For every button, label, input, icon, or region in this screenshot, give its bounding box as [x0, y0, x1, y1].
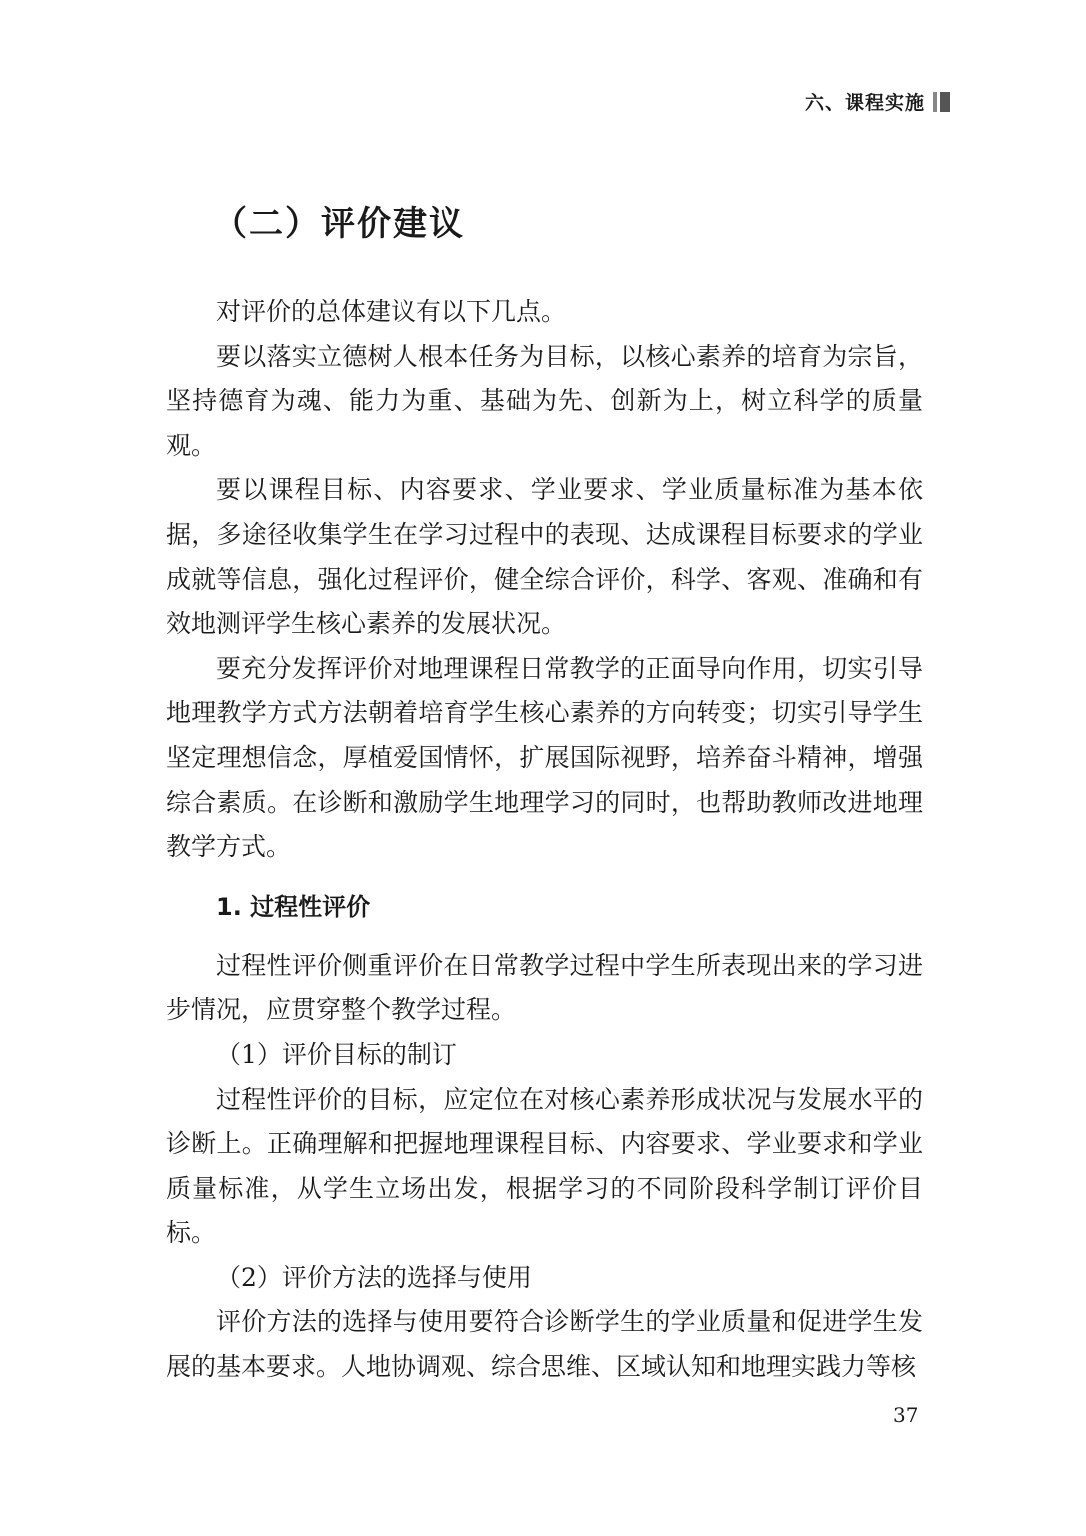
header-bar-mark — [933, 92, 950, 112]
page-number: 37 — [893, 1403, 919, 1427]
header-title: 六、课程实施 — [804, 92, 925, 114]
header-bar-thin — [933, 92, 937, 112]
header-bar-thick — [940, 92, 950, 112]
paragraph: 评价方法的选择与使用要符合诊断学生的学业质量和促进学生发展的基本要求。人地协调观、综合思维、区域认知和地理实践力等核 — [166, 1307, 923, 1382]
paragraph: 要充分发挥评价对地理课程日常教学的正面导向作用，切实引导地理教学方式方法朝着培育学生核心素养的方向转变；切实引导学生坚定理想信念，厚植爱国情怀，扩展国际视野，培养奋斗精神，增强综合素质。在诊断和激励学生地理学习的同时，也帮助教师改进地理教学方式。 — [166, 653, 923, 862]
list-heading: （2）评价方法的选择与使用 — [216, 1262, 532, 1292]
paragraph: 过程性评价侧重评价在日常教学过程中学生所表现出来的学习进步情况，应贯穿整个教学过程。 — [166, 950, 923, 1025]
section-title: （二）评价建议 — [213, 204, 465, 244]
paragraph: 过程性评价的目标，应定位在对核心素养形成状况与发展水平的诊断上。正确理解和把握地理课程目标、内容要求、学业要求和学业质量标准，从学生立场出发，根据学习的不同阶段科学制订评价目标。 — [166, 1084, 923, 1248]
body-text — [166, 290, 923, 1390]
running-header — [805, 88, 950, 115]
paragraph: 对评价的总体建议有以下几点。 — [216, 297, 567, 326]
paragraph: 要以落实立德树人根本任务为目标，以核心素养的培育为宗旨，坚持德育为魂、能力为重、基础为先、创新为上，树立科学的质量观。 — [166, 341, 923, 460]
list-heading: （1）评价目标的制订 — [216, 1039, 457, 1069]
paragraph: 要以课程目标、内容要求、学业要求、学业质量标准为基本依据，多途径收集学生在学习过程中的表现、达成课程目标要求的学业成就等信息，强化过程评价，健全综合评价，科学、客观、准确和有效地测评学生核心素养的发展状况。 — [166, 475, 923, 639]
subsection-title: 1. 过程性评价 — [216, 892, 371, 921]
